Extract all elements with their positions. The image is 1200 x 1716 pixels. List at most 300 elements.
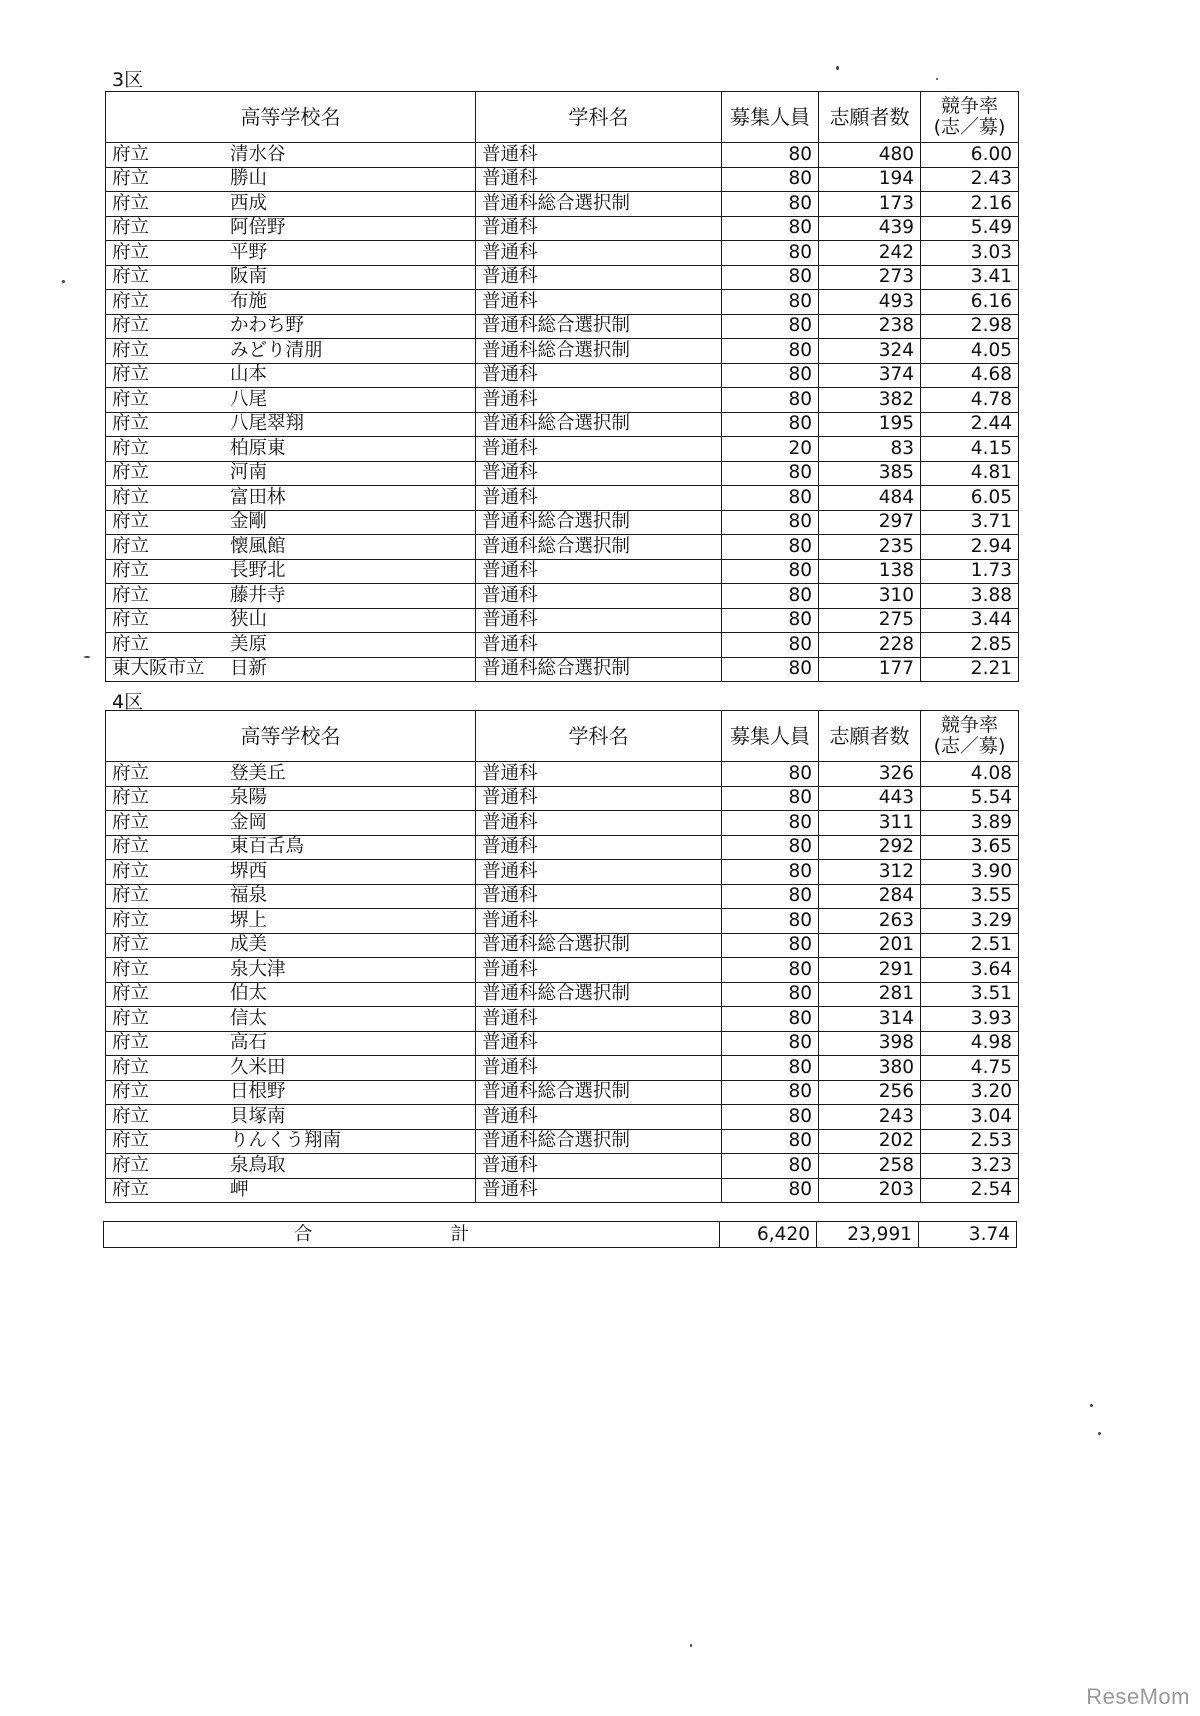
applicants-cell: 292 [819,835,921,860]
school-owner: 府立 [112,885,150,907]
district-4-rows [106,762,1019,1203]
school-name: 成美 [230,934,268,956]
table-row [106,143,1019,168]
course-cell: 普通科総合選択制 [476,982,722,1007]
quota-cell: 80 [722,835,819,860]
rate-cell: 6.05 [921,486,1019,511]
school-owner: 府立 [112,609,150,631]
applicants-cell: 385 [819,461,921,486]
applicants-cell: 242 [819,241,921,266]
quota-cell: 80 [722,884,819,909]
school-cell [106,437,476,462]
header-rate-line2: (志／募) [933,735,1006,757]
table-row [106,1080,1019,1105]
table-row [106,461,1019,486]
table-row [106,167,1019,192]
quota-cell: 80 [722,860,819,885]
table-row [106,657,1019,682]
course-cell: 普通科 [476,363,722,388]
quota-cell: 80 [722,1080,819,1105]
table-row [106,388,1019,413]
school-owner: 府立 [112,1154,150,1176]
school-cell [106,1129,476,1154]
applicants-cell: 201 [819,933,921,958]
school-cell [106,1178,476,1203]
quota-cell: 80 [722,216,819,241]
school-owner: 府立 [112,958,150,980]
course-cell: 普通科総合選択制 [476,339,722,364]
school-owner: 府立 [112,811,150,833]
school-owner: 府立 [112,437,150,459]
applicants-cell: 324 [819,339,921,364]
school-name: 阿倍野 [230,217,286,239]
school-name: 信太 [230,1007,268,1029]
school-name: 東百舌鳥 [230,836,305,858]
applicants-cell: 194 [819,167,921,192]
school-name: 懐風館 [230,535,286,557]
school-name: 布施 [230,290,268,312]
school-owner: 府立 [112,266,150,288]
course-cell: 普通科総合選択制 [476,412,722,437]
school-cell [106,1056,476,1081]
quota-cell: 80 [722,1007,819,1032]
course-cell: 普通科 [476,265,722,290]
school-owner: 府立 [112,339,150,361]
quota-cell: 80 [722,363,819,388]
applicants-cell: 297 [819,510,921,535]
course-cell: 普通科 [476,486,722,511]
rate-cell: 2.21 [921,657,1019,682]
watermark-logo: ReseMom [1086,1684,1190,1709]
school-cell [106,412,476,437]
school-cell [106,884,476,909]
table-row [106,1105,1019,1130]
school-name: かわち野 [230,315,305,337]
applicants-cell: 310 [819,584,921,609]
school-owner: 府立 [112,217,150,239]
course-cell: 普通科 [476,1056,722,1081]
school-name: 八尾翠翔 [230,413,305,435]
table-row [106,762,1019,787]
quota-cell: 80 [722,933,819,958]
school-cell [106,786,476,811]
header-course: 学科名 [476,92,722,143]
rate-cell: 5.49 [921,216,1019,241]
school-name: 狭山 [230,609,268,631]
applicants-cell: 243 [819,1105,921,1130]
quota-cell: 80 [722,167,819,192]
school-cell [106,958,476,983]
table-row [106,933,1019,958]
table-row [106,535,1019,560]
school-cell [106,216,476,241]
school-owner: 府立 [112,241,150,263]
rate-cell: 6.16 [921,290,1019,315]
school-owner: 府立 [112,168,150,190]
school-owner: 府立 [112,192,150,214]
table-row [106,633,1019,658]
applicants-cell: 380 [819,1056,921,1081]
table-row [106,1031,1019,1056]
course-cell: 普通科 [476,1154,722,1179]
rate-cell: 4.68 [921,363,1019,388]
course-cell: 普通科総合選択制 [476,933,722,958]
table-row [106,486,1019,511]
school-name: 日根野 [230,1081,286,1103]
applicants-cell: 138 [819,559,921,584]
school-cell [106,608,476,633]
rate-cell: 2.94 [921,535,1019,560]
table-row [106,1007,1019,1032]
school-owner: 府立 [112,535,150,557]
quota-cell: 80 [722,608,819,633]
quota-cell: 80 [722,192,819,217]
table-row [106,860,1019,885]
applicants-cell: 311 [819,811,921,836]
course-cell: 普通科 [476,608,722,633]
quota-cell: 80 [722,559,819,584]
total-applicants: 23,991 [817,1222,919,1248]
school-cell [106,339,476,364]
total-rate: 3.74 [919,1222,1017,1248]
school-cell [106,762,476,787]
course-cell: 普通科 [476,860,722,885]
quota-cell: 80 [722,1105,819,1130]
quota-cell: 80 [722,314,819,339]
school-cell [106,363,476,388]
school-name: 泉大津 [230,958,286,980]
total-table [103,1221,1017,1248]
school-name: 八尾 [230,388,268,410]
school-cell [106,241,476,266]
quota-cell: 80 [722,535,819,560]
rate-cell: 2.16 [921,192,1019,217]
scan-speck [62,280,65,283]
applicants-cell: 291 [819,958,921,983]
rate-cell: 4.75 [921,1056,1019,1081]
header-course: 学科名 [476,711,722,762]
quota-cell: 80 [722,584,819,609]
school-cell [106,314,476,339]
school-owner: 府立 [112,511,150,533]
rate-cell: 3.89 [921,811,1019,836]
rate-cell: 3.29 [921,909,1019,934]
district-4-table [105,710,1019,1203]
school-owner: 府立 [112,1007,150,1029]
quota-cell: 80 [722,143,819,168]
rate-cell: 3.41 [921,265,1019,290]
school-cell [106,559,476,584]
rate-cell: 4.05 [921,339,1019,364]
school-name: 福泉 [230,885,268,907]
school-cell [106,657,476,682]
quota-cell: 80 [722,1056,819,1081]
table-row [106,437,1019,462]
table-row [106,559,1019,584]
applicants-cell: 493 [819,290,921,315]
school-name: 勝山 [230,168,268,190]
course-cell: 普通科 [476,1031,722,1056]
school-owner: 府立 [112,1081,150,1103]
applicants-cell: 258 [819,1154,921,1179]
school-name: 西成 [230,192,268,214]
school-name: 岬 [230,1179,249,1201]
table-row [106,811,1019,836]
applicants-cell: 443 [819,786,921,811]
table-row [106,1129,1019,1154]
course-cell: 普通科総合選択制 [476,1080,722,1105]
district-3-label: 3区 [112,69,144,91]
school-cell [106,290,476,315]
scan-speck [836,66,839,70]
rate-cell: 4.08 [921,762,1019,787]
table-row [106,608,1019,633]
school-name: 藤井寺 [230,584,286,606]
quota-cell: 80 [722,958,819,983]
applicants-cell: 284 [819,884,921,909]
header-school: 高等学校名 [106,711,476,762]
school-cell [106,633,476,658]
school-cell [106,265,476,290]
quota-cell: 80 [722,909,819,934]
applicants-cell: 177 [819,657,921,682]
applicants-cell: 374 [819,363,921,388]
school-name: 泉鳥取 [230,1154,286,1176]
scan-speck [1098,1432,1101,1435]
school-name: 登美丘 [230,762,286,784]
course-cell: 普通科 [476,1178,722,1203]
total-label: 合 計 [104,1222,720,1248]
school-owner: 府立 [112,1130,150,1152]
rate-cell: 2.98 [921,314,1019,339]
course-cell: 普通科 [476,958,722,983]
school-cell [106,933,476,958]
quota-cell: 80 [722,1031,819,1056]
table-row [106,363,1019,388]
rate-cell: 5.54 [921,786,1019,811]
applicants-cell: 173 [819,192,921,217]
course-cell: 普通科 [476,884,722,909]
district-4-label: 4区 [112,691,144,713]
rate-cell: 3.51 [921,982,1019,1007]
table-row [106,958,1019,983]
table-row [106,584,1019,609]
school-owner: 府立 [112,762,150,784]
header-applicants: 志願者数 [819,711,921,762]
course-cell: 普通科総合選択制 [476,1129,722,1154]
school-owner: 府立 [112,787,150,809]
applicants-cell: 195 [819,412,921,437]
course-cell: 普通科 [476,584,722,609]
rate-cell: 3.64 [921,958,1019,983]
school-name: 金剛 [230,511,268,533]
course-cell: 普通科 [476,167,722,192]
table-row [106,216,1019,241]
school-cell [106,1007,476,1032]
quota-cell: 80 [722,339,819,364]
quota-cell: 80 [722,265,819,290]
quota-cell: 80 [722,461,819,486]
quota-cell: 20 [722,437,819,462]
school-owner: 府立 [112,1105,150,1127]
quota-cell: 80 [722,762,819,787]
course-cell: 普通科総合選択制 [476,657,722,682]
header-school: 高等学校名 [106,92,476,143]
scan-speck [690,1644,692,1647]
applicants-cell: 273 [819,265,921,290]
school-owner: 東大阪市立 [112,658,205,680]
table-row [106,192,1019,217]
school-owner: 府立 [112,860,150,882]
header-rate [921,92,1019,143]
course-cell: 普通科 [476,909,722,934]
course-cell: 普通科 [476,835,722,860]
course-cell: 普通科総合選択制 [476,510,722,535]
school-name: 堺上 [230,909,268,931]
applicants-cell: 263 [819,909,921,934]
school-cell [106,982,476,1007]
school-name: 美原 [230,633,268,655]
school-name: 久米田 [230,1056,286,1078]
school-name: 堺西 [230,860,268,882]
school-cell [106,535,476,560]
course-cell: 普通科 [476,1007,722,1032]
applicants-cell: 398 [819,1031,921,1056]
school-owner: 府立 [112,1032,150,1054]
applicants-cell: 281 [819,982,921,1007]
applicants-cell: 480 [819,143,921,168]
table-row [106,339,1019,364]
school-name: りんくう翔南 [230,1130,342,1152]
school-owner: 府立 [112,633,150,655]
school-cell [106,1105,476,1130]
applicants-cell: 275 [819,608,921,633]
school-cell [106,1080,476,1105]
school-owner: 府立 [112,462,150,484]
applicants-cell: 326 [819,762,921,787]
school-name: 阪南 [230,266,268,288]
course-cell: 普通科総合選択制 [476,535,722,560]
total-row [104,1222,1017,1248]
school-owner: 府立 [112,290,150,312]
table-row [106,1178,1019,1203]
table-row [106,835,1019,860]
table-row [106,982,1019,1007]
quota-cell: 80 [722,241,819,266]
course-cell: 普通科 [476,461,722,486]
applicants-cell: 202 [819,1129,921,1154]
quota-cell: 80 [722,633,819,658]
course-cell: 普通科 [476,143,722,168]
rate-cell: 2.43 [921,167,1019,192]
school-cell [106,909,476,934]
course-cell: 普通科 [476,786,722,811]
applicants-cell: 439 [819,216,921,241]
rate-cell: 3.04 [921,1105,1019,1130]
school-cell [106,486,476,511]
school-cell [106,1031,476,1056]
school-name: 金岡 [230,811,268,833]
table-row [106,314,1019,339]
applicants-cell: 314 [819,1007,921,1032]
school-name: 伯太 [230,983,268,1005]
school-name: 山本 [230,364,268,386]
applicants-cell: 256 [819,1080,921,1105]
rate-cell: 3.71 [921,510,1019,535]
table-row [106,510,1019,535]
quota-cell: 80 [722,786,819,811]
course-cell: 普通科 [476,762,722,787]
rate-cell: 3.93 [921,1007,1019,1032]
rate-cell: 2.53 [921,1129,1019,1154]
school-owner: 府立 [112,413,150,435]
table-header-row [106,92,1019,143]
course-cell: 普通科総合選択制 [476,314,722,339]
table-row [106,412,1019,437]
school-owner: 府立 [112,584,150,606]
applicants-cell: 228 [819,633,921,658]
scan-speck [1090,1404,1093,1407]
quota-cell: 80 [722,510,819,535]
school-cell [106,835,476,860]
rate-cell: 3.88 [921,584,1019,609]
quota-cell: 80 [722,1154,819,1179]
scan-speck [936,78,938,80]
quota-cell: 80 [722,290,819,315]
rate-cell: 1.73 [921,559,1019,584]
school-owner: 府立 [112,560,150,582]
school-owner: 府立 [112,1179,150,1201]
course-cell: 普通科 [476,290,722,315]
quota-cell: 80 [722,412,819,437]
course-cell: 普通科 [476,437,722,462]
quota-cell: 80 [722,657,819,682]
school-name: 河南 [230,462,268,484]
rate-cell: 3.23 [921,1154,1019,1179]
school-name: みどり清朋 [230,339,323,361]
quota-cell: 80 [722,388,819,413]
rate-cell: 4.78 [921,388,1019,413]
applicants-cell: 203 [819,1178,921,1203]
school-name: 柏原東 [230,437,286,459]
rate-cell: 3.03 [921,241,1019,266]
school-owner: 府立 [112,983,150,1005]
rate-cell: 3.20 [921,1080,1019,1105]
school-owner: 府立 [112,388,150,410]
school-owner: 府立 [112,315,150,337]
school-owner: 府立 [112,486,150,508]
header-rate [921,711,1019,762]
rate-cell: 3.44 [921,608,1019,633]
course-cell: 普通科 [476,1105,722,1130]
rate-cell: 4.15 [921,437,1019,462]
table-row [106,1056,1019,1081]
school-cell [106,584,476,609]
school-name: 泉陽 [230,787,268,809]
rate-cell: 2.54 [921,1178,1019,1203]
course-cell: 普通科総合選択制 [476,192,722,217]
course-cell: 普通科 [476,559,722,584]
table-row [106,1154,1019,1179]
applicants-cell: 484 [819,486,921,511]
school-cell [106,461,476,486]
school-cell [106,510,476,535]
school-name: 高石 [230,1032,268,1054]
school-cell [106,167,476,192]
rate-cell: 4.98 [921,1031,1019,1056]
table-row [106,786,1019,811]
rate-cell: 2.85 [921,633,1019,658]
